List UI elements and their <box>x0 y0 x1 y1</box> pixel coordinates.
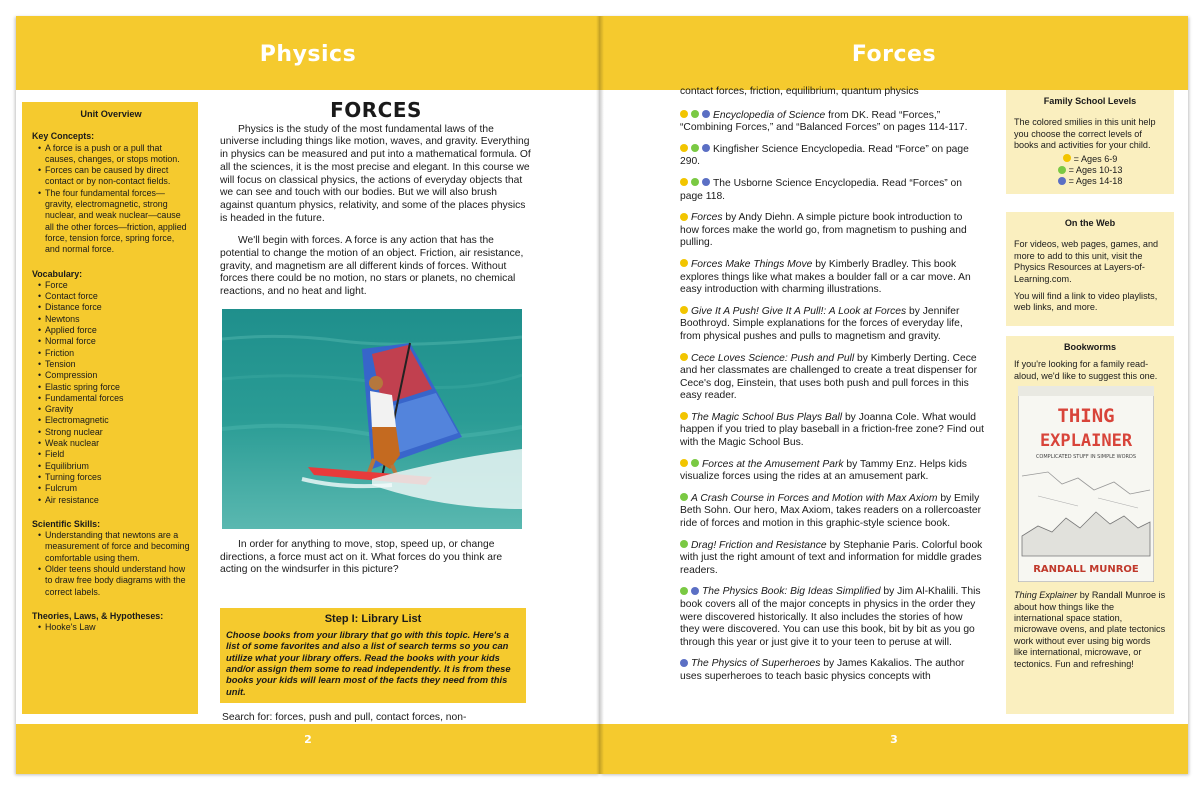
yellow-smiley-icon <box>1063 154 1071 162</box>
blue-smiley-icon <box>702 110 710 118</box>
yellow-smiley-icon <box>680 144 688 152</box>
book-description: by Stephanie Paris. Colorful book with just the right amount of text and information for middle grades readers. <box>680 539 983 576</box>
vocabulary-heading: Vocabulary: <box>32 268 83 279</box>
book-title: Thing Explainer <box>1014 590 1078 601</box>
book-entry <box>680 353 984 403</box>
list-item: • Field <box>38 449 190 460</box>
list-item: • Friction <box>38 348 190 359</box>
age-level-label: = Ages 6-9 <box>1073 153 1118 164</box>
search-terms-continued: contact forces, friction, equilibrium, quantum physics <box>680 86 919 97</box>
list-item: • Electromagnetic <box>38 415 190 426</box>
right-page-header-title: Forces <box>851 42 937 67</box>
blue-smiley-icon <box>702 178 710 186</box>
left-page-header-title: Physics <box>259 42 357 67</box>
blue-smiley-icon <box>680 659 688 667</box>
green-smiley-icon <box>691 178 699 186</box>
book-description: by Jim Al-Khalili. This book covers all of the major concepts in physics in the order they were discovered historically. It also includes the stories of how they were discovered. You can use this book, bit by bit as you go through this year or just give it to your teen to peruse at will. <box>680 586 981 648</box>
bookworms-title: Bookworms <box>1063 342 1117 352</box>
cover-title-line-2: EXPLAINER <box>1039 431 1133 452</box>
on-the-web-text: For videos, web pages, games, and more to add to this unit, visit the Physics Resources at Layers-of-Learning.com. <box>1014 239 1159 284</box>
yellow-smiley-icon <box>680 178 688 186</box>
book-description: by Emily Beth Sohn. Our hero, Max Axiom, takes readers on a rollercoaster ride of forces and motion in this graphic-style science book. <box>680 492 982 530</box>
yellow-smiley-icon <box>680 110 688 118</box>
yellow-smiley-icon <box>680 306 688 314</box>
key-concepts-heading: Key Concepts: <box>32 131 95 142</box>
book-description-text: by Randall Munroe is about how things like the international space station, microwave ovens, and plate tectonics work without ever using big words like international, microwave, or tectonics. Fun and refreshing! <box>1014 590 1166 669</box>
search-terms: Search for: forces, push and pull, contact forces, non- <box>222 712 467 723</box>
right-page-header <box>600 16 1188 90</box>
vocabulary-list <box>38 280 190 506</box>
book-title: The Physics of Superheroes <box>691 658 821 670</box>
book-title: Drag! Friction and Resistance <box>691 539 827 551</box>
age-level-row <box>1014 165 1166 176</box>
green-smiley-icon <box>691 459 699 467</box>
right-page <box>600 16 1188 774</box>
list-item: • Contact force <box>38 291 190 302</box>
book-title: A Crash Course in Forces and Motion with Max Axiom <box>691 492 938 504</box>
book-entry <box>680 306 984 344</box>
yellow-smiley-icon <box>680 213 688 221</box>
book-entry <box>680 412 984 450</box>
list-item: • Fundamental forces <box>38 393 190 404</box>
green-smiley-icon <box>1058 166 1066 174</box>
theories-list <box>38 622 190 633</box>
scientific-skills-heading: Scientific Skills: <box>32 518 101 529</box>
list-item: • Weak nuclear <box>38 438 190 449</box>
book-entry <box>680 658 984 683</box>
question-paragraph: In order for anything to move, stop, speed up, or change directions, a force must act on it. What forces do you think are acting on the windsurfer in this picture? <box>220 538 503 576</box>
book-entry <box>680 110 984 135</box>
blue-smiley-icon <box>1058 177 1066 185</box>
book-entry <box>680 212 984 250</box>
yellow-smiley-icon <box>680 459 688 467</box>
list-item: • Distance force <box>38 302 190 313</box>
list-item: • Normal force <box>38 336 190 347</box>
list-item: • Forces can be caused by direct contact or by non-contact fields. <box>38 165 190 188</box>
yellow-smiley-icon <box>680 412 688 420</box>
page-title: FORCES <box>330 98 422 122</box>
windsurfer-photo <box>222 309 522 529</box>
list-item: • Elastic spring force <box>38 382 190 393</box>
book-entry <box>680 540 984 578</box>
book-entry <box>680 493 984 531</box>
intro-paragraph: Physics is the study of the most fundamental laws of the universe including things like motion, waves, and gravity. Everything in physics can be measured and put into a mathematical formula. Of all the sciences, it is the most precise and elegant. In this course we will focus on classical physics, the actions of everyday objects that we can see and touch with our bodies. But we will also brush against quantum physics, relativity, and some of the places physics is headed in the future. <box>220 123 531 224</box>
forces-paragraph: We'll begin with forces. A force is any action that has the potential to change the motion of an object. Friction, air resistance, gravity, and magnetism are all different kinds of forces. Without forces there could be no motion, no stars or planets, no chemical reactions, and no heat and light. <box>220 235 524 298</box>
thing-explainer-cover <box>1018 386 1154 582</box>
age-level-row <box>1014 176 1166 187</box>
book-title: Forces Make Things Move <box>691 258 813 270</box>
list-item: • Force <box>38 280 190 291</box>
list-item: • A force is a push or a pull that causes, changes, or stops motion. <box>38 143 190 166</box>
green-smiley-icon <box>680 493 688 501</box>
blue-smiley-icon <box>702 144 710 152</box>
book-title: Forces <box>691 212 723 224</box>
left-main-column <box>220 98 532 723</box>
list-item: • Equilibrium <box>38 461 190 472</box>
scientific-skills-list <box>38 530 190 598</box>
book-description: Kingfisher Science Encyclopedia. Read “Force” on page 290. <box>680 143 969 168</box>
key-concepts-list <box>38 143 190 256</box>
on-the-web-title: On the Web <box>1064 218 1116 228</box>
book-entry <box>680 459 984 484</box>
cover-title-line-1: THING <box>1057 405 1115 428</box>
right-page-number: 3 <box>890 733 898 746</box>
book-entry <box>680 144 984 169</box>
left-page <box>16 16 600 774</box>
book-description: The Usborne Science Encyclopedia. Read “Forces” on page 118. <box>680 177 962 202</box>
book-title: The Magic School Bus Plays Ball <box>691 411 843 423</box>
book-description <box>1014 590 1166 670</box>
list-item: • Gravity <box>38 404 190 415</box>
book-title: The Physics Book: Big Ideas Simplified <box>702 586 881 598</box>
left-page-header <box>16 16 600 90</box>
list-item: • Tension <box>38 359 190 370</box>
green-smiley-icon <box>691 110 699 118</box>
book-description: by Kimberly Bradley. This book explores things like what makes a boulder fall or a car move. An easy introduction with charming illustrations. <box>680 258 971 296</box>
cover-author: RANDALL MUNROE <box>1033 564 1139 576</box>
unit-overview-sidebar <box>22 102 198 714</box>
book-description: from DK. Read “Forces,” “Combining Forces,” and “Balanced Forces” on pages 114-117. <box>680 109 968 134</box>
list-item: • Compression <box>38 370 190 381</box>
list-item: • Older teens should understand how to draw free body diagrams with the correct labels. <box>38 564 190 598</box>
book-title: Forces at the Amusement Park <box>702 458 844 470</box>
list-item: • Understanding that newtons are a measurement of force and becoming comfortable using them. <box>38 530 190 564</box>
book-list <box>680 86 984 693</box>
green-smiley-icon <box>680 587 688 595</box>
yellow-smiley-icon <box>680 259 688 267</box>
cover-subtitle: COMPLICATED STUFF IN SIMPLE WORDS <box>1035 454 1137 461</box>
list-item: • Air resistance <box>38 495 190 506</box>
age-level-row <box>1014 154 1166 165</box>
book-description: by James Kakalios. The author uses superheroes to teach basic physics concepts with <box>680 658 965 682</box>
list-item: • Newtons <box>38 314 190 325</box>
left-page-number: 2 <box>304 733 312 746</box>
family-school-levels-title: Family School Levels <box>1043 96 1137 106</box>
list-item: • Strong nuclear <box>38 427 190 438</box>
book-description: by Andy Diehn. A simple picture book introduction to how forces make the world go, from magnetism to pushing and pulling. <box>680 212 967 249</box>
library-list-title: Step I: Library List <box>324 613 422 625</box>
book-description: by Joanna Cole. What would happen if you tried to play baseball in a friction-free zone? Find out with the Magic School Bus. <box>680 411 984 449</box>
list-item: • Applied force <box>38 325 190 336</box>
book-description: by Jennifer Boothroyd. Simple explanations for the forces of everyday life, from physical pushes and pulls to magnetism and gravity. <box>680 305 963 342</box>
on-the-web-box <box>1006 212 1174 326</box>
book-title: Encyclopedia of Science <box>713 109 826 121</box>
book-title: Give It A Push! Give It A Pull!: A Look at Forces <box>691 305 907 317</box>
yellow-smiley-icon <box>680 353 688 361</box>
green-smiley-icon <box>691 144 699 152</box>
family-school-levels-text: The colored smilies in this unit help you choose the correct levels of books and activities for your child. <box>1014 117 1156 151</box>
green-smiley-icon <box>680 540 688 548</box>
age-level-label: = Ages 14-18 <box>1068 176 1123 187</box>
list-item: • Fulcrum <box>38 483 190 494</box>
book-entry <box>680 586 984 649</box>
book-entry <box>680 259 984 297</box>
book-description: by Tammy Enz. Helps kids visualize forces using the rides at an amusement park. <box>680 458 967 483</box>
library-list-box <box>220 608 526 703</box>
blue-smiley-icon <box>691 587 699 595</box>
list-item: • Hooke's Law <box>38 622 190 633</box>
book-entry <box>680 178 984 203</box>
bookworms-text: If you're looking for a family read-aloud, we'd like to suggest this one. <box>1014 359 1158 381</box>
library-list-text: Choose books from your library that go with this topic. Here's a list of some favorites and also a list of search terms so you can utilize what your library offers. Read the books with your kids and/or assign them some to read independently. It is from these books your kids will learn most of the facts they need from this unit. <box>226 628 511 697</box>
theories-heading: Theories, Laws, & Hypotheses: <box>32 610 164 621</box>
book-spine <box>596 16 604 774</box>
unit-overview-title: Unit Overview <box>80 109 142 119</box>
book-title: Cece Loves Science: Push and Pull <box>691 352 855 364</box>
bookworms-box <box>1006 336 1174 714</box>
family-school-levels-box <box>1006 90 1174 194</box>
age-level-label: = Ages 10-13 <box>1068 165 1123 176</box>
list-item: • The four fundamental forces—gravity, electromagnetic, strong nuclear, and weak nuclear—cause all the other forces—friction, applied force, tension force, spring force, and normal force. <box>38 188 190 256</box>
on-the-web-text-2: You will find a link to video playlists, web links, and more. <box>1014 291 1158 313</box>
list-item: • Turning forces <box>38 472 190 483</box>
book-description: by Kimberly Derting. Cece and her classmates are challenged to create a treat dispenser for Cece's dog, Einstein, that uses both push and pull forces in this easy reader. <box>680 352 978 402</box>
